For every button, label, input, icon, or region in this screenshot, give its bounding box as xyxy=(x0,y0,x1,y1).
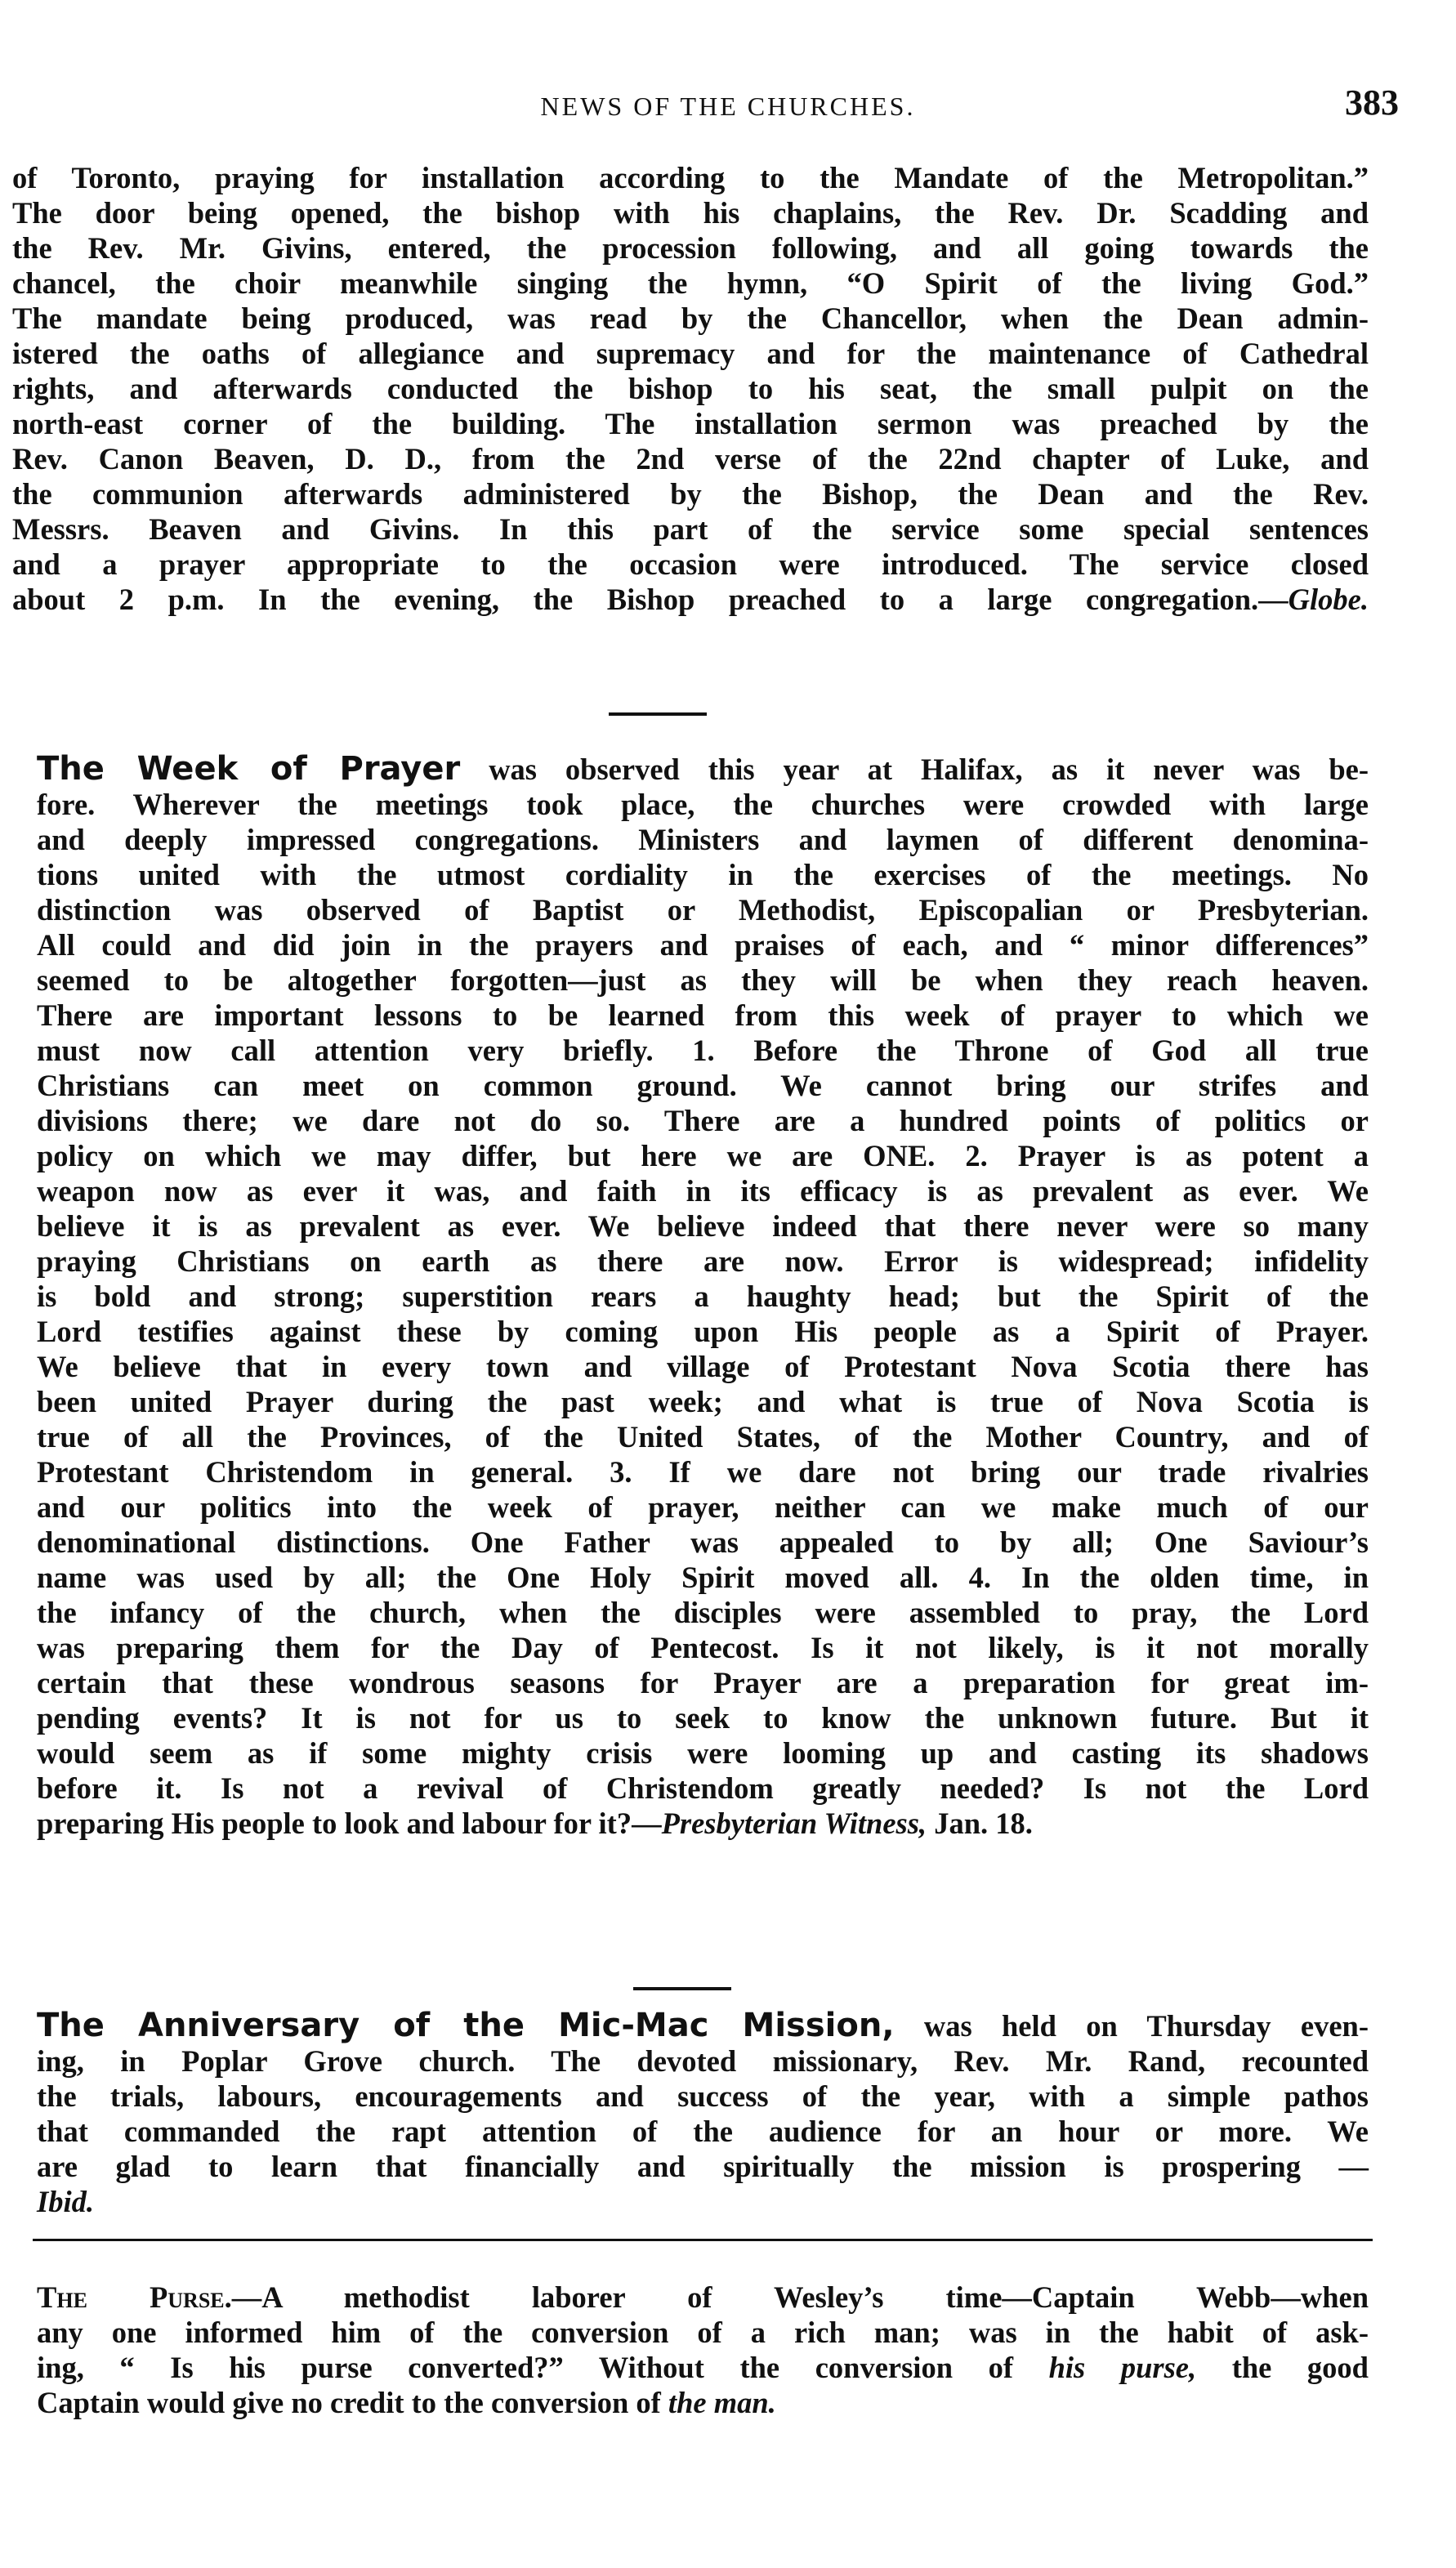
emphasis: his purse, xyxy=(1048,2351,1197,2384)
running-head xyxy=(0,82,1456,139)
section-divider xyxy=(633,1987,731,1990)
text-line: must now call attention very briefly. 1. Before the Throne of God all true xyxy=(37,1034,1369,1067)
text-line: fore. Wherever the meetings took place, the churches were crowded with large xyxy=(37,788,1369,821)
text-line: is bold and strong; superstition rears a haughty head; but the Spirit of the xyxy=(37,1280,1369,1313)
text-line: certain that these wondrous seasons for Prayer are a preparation for great im- xyxy=(37,1666,1369,1699)
emphasis: the man. xyxy=(668,2386,776,2419)
text-line: rights, and afterwards conducted the bishop to his seat, the small pulpit on the xyxy=(12,372,1369,405)
text-line: The door being opened, the bishop with his chaplains, the Rev. Dr. Scadding and xyxy=(12,196,1369,230)
text-line: and deeply impressed congregations. Ministers and laymen of different denomina- xyxy=(37,823,1369,856)
text-line: and our politics into the week of prayer, neither can we make much of our xyxy=(37,1490,1369,1524)
text-line: All could and did join in the prayers and praises of each, and “ minor differences” xyxy=(37,928,1369,962)
text-line: believe it is as prevalent as ever. We believe indeed that there never were so many xyxy=(37,1209,1369,1243)
text-line: the trials, labours, encouragements and success of the year, with a simple pathos xyxy=(37,2079,1369,2113)
text-line xyxy=(37,2280,1369,2315)
text-line: Lord testifies against these by coming upon His people as a Spirit of Prayer. xyxy=(37,1315,1369,1348)
section-divider xyxy=(609,712,707,716)
text-line: weapon now as ever it was, and faith in its efficacy is as prevalent as ever. We xyxy=(37,1174,1369,1208)
page-number: 383 xyxy=(1345,83,1399,123)
article-title: The Anniversary of the Mic-Mac Mission, xyxy=(37,2007,895,2044)
source-attribution: Ibid. xyxy=(37,2185,94,2218)
anecdote-title: The Purse. xyxy=(37,2280,232,2314)
text-line: been united Prayer during the past week; and what is true of Nova Scotia is xyxy=(37,1385,1369,1418)
text-fragment: was observed this year at Halifax, as it never was be- xyxy=(489,753,1369,786)
text-fragment: ing, “ Is his purse converted?” Without the conversion of xyxy=(37,2351,1049,2384)
text-line: the Rev. Mr. Givins, entered, the procession following, and all going towards the xyxy=(12,231,1369,265)
text-line: Messrs. Beaven and Givins. In this part of the service some special sentences xyxy=(12,512,1369,546)
text-line: istered the oaths of allegiance and supremacy and for the maintenance of Cathedral xyxy=(12,337,1369,370)
purse-anecdote xyxy=(37,2280,1369,2420)
text-line: Christians can meet on common ground. We cannot bring our strifes and xyxy=(37,1069,1369,1102)
text-line: policy on which we may differ, but here we are ONE. 2. Prayer is as potent a xyxy=(37,1139,1369,1172)
text-line: of Toronto, praying for installation according to the Mandate of the Metropolitan.” xyxy=(12,161,1369,194)
text-line: any one informed him of the conversion of a rich man; was in the habit of ask- xyxy=(37,2316,1369,2349)
text-line xyxy=(37,752,1369,787)
article-title: The Week of Prayer xyxy=(37,750,461,788)
text-line: denominational distinctions. One Father was appealed to by all; One Saviour’s xyxy=(37,1525,1369,1559)
text-line: pending events? It is not for us to seek to know the unknown future. But it xyxy=(37,1701,1369,1735)
running-title: NEWS OF THE CHURCHES. xyxy=(540,92,916,121)
text-line: before it. Is not a revival of Christendom greatly needed? Is not the Lord xyxy=(37,1771,1369,1805)
text-fragment: —A methodist laborer of Wesley’s time—Captain Webb—when xyxy=(231,2280,1369,2314)
text-line xyxy=(37,2008,1369,2043)
text-line: Protestant Christendom in general. 3. If we dare not bring our trade rivalries xyxy=(37,1455,1369,1489)
text-line: seemed to be altogether forgotten—just as they will be when they reach heaven. xyxy=(37,963,1369,997)
text-line: the infancy of the church, when the disciples were assembled to pray, the Lord xyxy=(37,1596,1369,1629)
text-line: There are important lessons to be learned from this week of prayer to which we xyxy=(37,998,1369,1032)
text-line: was preparing them for the Day of Pentecost. Is it not likely, is it not morally xyxy=(37,1631,1369,1664)
text-fragment: was held on Thursday even- xyxy=(894,2009,1369,2043)
text-line: divisions there; we dare not do so. There are a hundred points of politics or xyxy=(37,1104,1369,1137)
text-fragment: Captain would give no credit to the conversion of xyxy=(37,2386,668,2419)
text-fragment: about 2 p.m. In the evening, the Bishop preached to a large congregation.— xyxy=(12,583,1289,616)
text-line: We believe that in every town and village of Protestant Nova Scotia there has xyxy=(37,1350,1369,1383)
source-attribution: Presbyterian Witness, xyxy=(661,1807,927,1840)
text-line: Rev. Canon Beaven, D. D., from the 2nd verse of the 22nd chapter of Luke, and xyxy=(12,442,1369,476)
text-line xyxy=(37,1806,1369,1841)
source-attribution: Globe. xyxy=(1288,583,1369,616)
section-rule xyxy=(33,2239,1373,2241)
text-line: true of all the Provinces, of the United States, of the Mother Country, and of xyxy=(37,1420,1369,1454)
text-fragment: preparing His people to look and labour for it?— xyxy=(37,1807,662,1840)
text-line: north-east corner of the building. The installation sermon was preached by the xyxy=(12,407,1369,440)
installation-paragraph xyxy=(12,160,1369,617)
text-fragment: the good xyxy=(1196,2351,1369,2384)
text-line: name was used by all; the One Holy Spirit moved all. 4. In the olden time, in xyxy=(37,1561,1369,1594)
text-line: are glad to learn that financially and spiritually the mission is prospering — xyxy=(37,2150,1369,2183)
text-line: praying Christians on earth as there are now. Error is widespread; infidelity xyxy=(37,1244,1369,1278)
text-line: ing, in Poplar Grove church. The devoted missionary, Rev. Mr. Rand, recounted xyxy=(37,2044,1369,2078)
text-line: distinction was observed of Baptist or Methodist, Episcopalian or Presbyterian. xyxy=(37,893,1369,927)
text-line xyxy=(37,2385,1369,2420)
attribution-date: Jan. 18. xyxy=(927,1807,1033,1840)
text-line: the communion afterwards administered by the Bishop, the Dean and the Rev. xyxy=(12,477,1369,511)
text-line: tions united with the utmost cordiality in the exercises of the meetings. No xyxy=(37,858,1369,891)
text-line: The mandate being produced, was read by the Chancellor, when the Dean admin- xyxy=(12,301,1369,335)
week-of-prayer-article xyxy=(37,752,1369,1841)
text-line: and a prayer appropriate to the occasion were introduced. The service closed xyxy=(12,547,1369,581)
text-line: that commanded the rapt attention of the audience for an hour or more. We xyxy=(37,2115,1369,2148)
text-line: would seem as if some mighty crisis were looming up and casting its shadows xyxy=(37,1736,1369,1770)
mic-mac-article xyxy=(37,2008,1369,2219)
text-line xyxy=(37,2350,1369,2385)
text-line: chancel, the choir meanwhile singing the hymn, “O Spirit of the living God.” xyxy=(12,266,1369,300)
text-line xyxy=(12,582,1369,617)
